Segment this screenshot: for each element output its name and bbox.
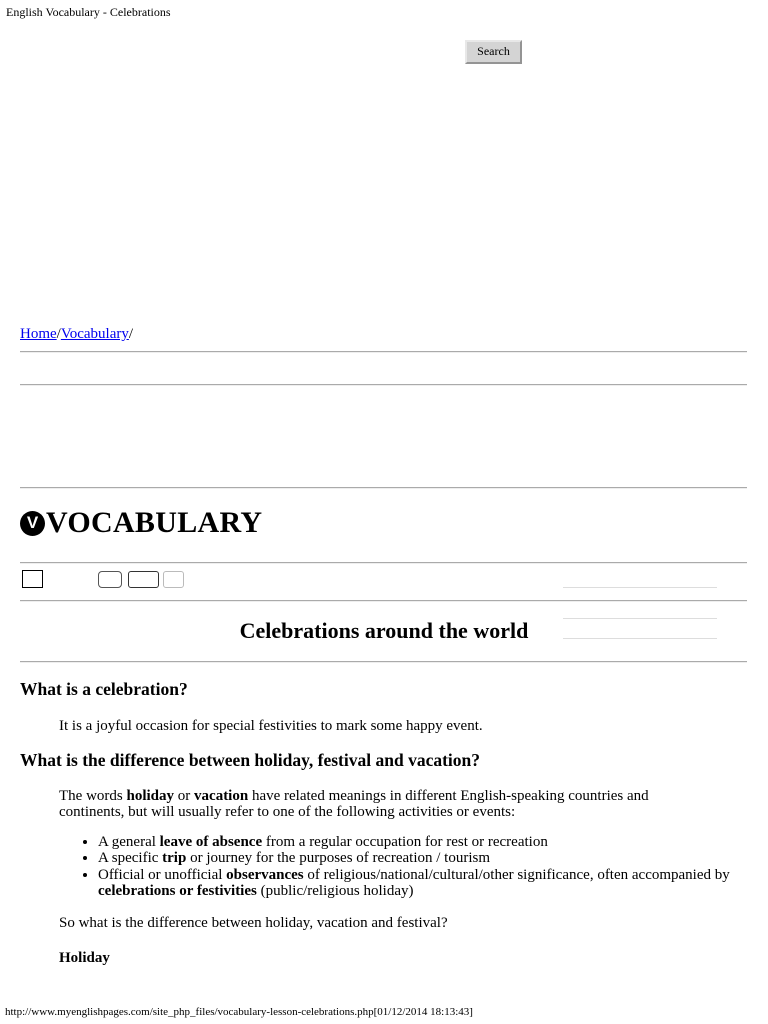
divider xyxy=(20,661,747,663)
term-vacation: vacation xyxy=(194,788,249,804)
search-button[interactable]: Search xyxy=(465,40,522,64)
list-item: • A general leave of absence from a regular occupation for rest or recreation xyxy=(98,834,738,850)
breadcrumb xyxy=(20,326,133,343)
breadcrumb-separator: / xyxy=(128,326,134,342)
subheading-holiday: Holiday xyxy=(59,950,110,966)
breadcrumb-separator: / xyxy=(56,326,61,342)
list-item: • A specific trip or journey for the purposes of recreation / tourism xyxy=(98,850,738,866)
breadcrumb-vocabulary-link[interactable]: Vocabulary xyxy=(60,326,129,342)
ad-placeholder-line xyxy=(563,587,717,588)
intro-paragraph: The words holiday or vacation have related meanings in different English-speaking countries and continents, but will usually refer to one of the following activities or events: xyxy=(59,788,649,820)
blank-image-placeholder xyxy=(22,570,43,588)
breadcrumb-home-link[interactable]: Home xyxy=(20,326,57,342)
answer-paragraph: It is a joyful occasion for special festivities to mark some happy event. xyxy=(59,718,483,734)
divider xyxy=(20,351,747,353)
divider xyxy=(20,487,747,489)
vocabulary-logo xyxy=(20,506,262,540)
page-title-header: English Vocabulary - Celebrations xyxy=(6,5,171,19)
page-heading: Celebrations around the world xyxy=(239,618,529,643)
term-holiday: holiday xyxy=(126,788,175,804)
section-heading-celebration: What is a celebration? xyxy=(20,679,188,699)
meanings-list xyxy=(59,834,738,900)
footer-url: http://www.myenglishpages.com/site_php_files/vocabulary-lesson-celebrations.php[01/12/2014 18:13:43] xyxy=(5,1006,473,1018)
divider xyxy=(20,600,747,602)
divider xyxy=(20,562,747,564)
divider xyxy=(20,384,747,386)
logo-text: VOCABULARY xyxy=(46,506,263,539)
section-heading-difference: What is the difference between holiday, festival and vacation? xyxy=(20,750,481,770)
list-item: • Official or unofficial observances of religious/national/cultural/other significance, often accompanied by celebrations or festivities (public/religious holiday) xyxy=(98,867,738,900)
logo-mark: V xyxy=(20,511,45,536)
followup-question: So what is the difference between holiday, vacation and festival? xyxy=(59,915,448,931)
share-button[interactable] xyxy=(98,571,122,588)
like-button[interactable] xyxy=(128,571,159,588)
count-bubble xyxy=(163,571,184,588)
